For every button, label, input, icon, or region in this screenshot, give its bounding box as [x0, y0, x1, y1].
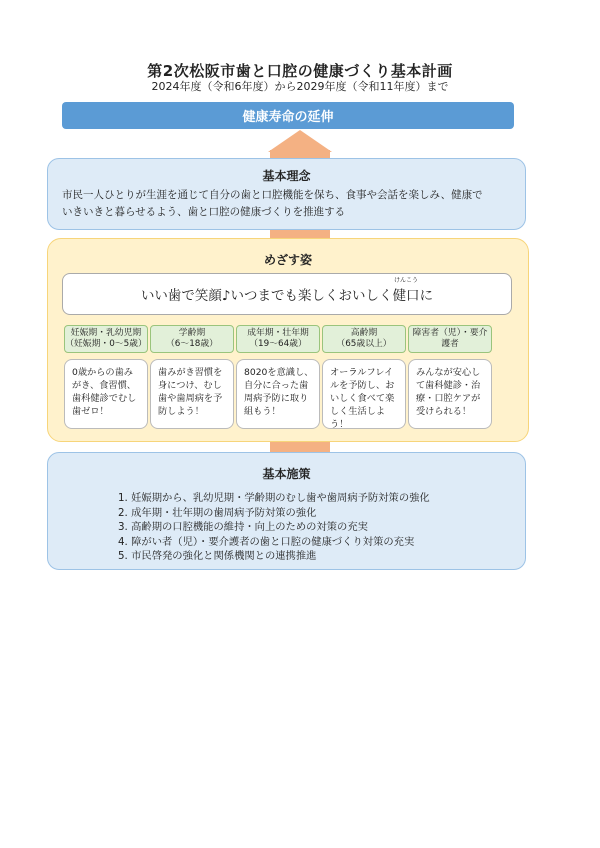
stage-name: 障害者（児）・要介護者: [412, 328, 488, 349]
goal-banner: 健康寿命の延伸: [62, 102, 514, 129]
basic-measures-title: 基本施策: [262, 467, 311, 481]
basic-philosophy-line-1: 市民一人ひとりが生涯を通じて自分の歯と口腔機能を保ち、食事や会話を楽しみ、健康で: [62, 189, 483, 201]
stage-range: （妊娠期・0～5歳）: [65, 339, 147, 349]
stage-label-disabled-care: [408, 325, 492, 353]
up-arrow-icon: [268, 130, 332, 152]
list-item: 1. 妊娠期から、乳幼児期・学齢期のむし歯や歯周病予防対策の強化: [118, 492, 430, 504]
measures-list: [118, 491, 430, 564]
stage-name: 学齢期: [178, 328, 206, 338]
stage-range: （19～64歳）: [249, 339, 307, 349]
stage-label-elderly: [322, 325, 406, 353]
basic-philosophy-text: [62, 187, 511, 221]
slogan-suffix: に: [419, 288, 434, 304]
stage-goal-card: みんなが安心して歯科健診・治療・口腔ケアが受けられる！: [408, 359, 492, 429]
basic-philosophy-title: 基本理念: [262, 169, 311, 183]
list-item: 3. 高齢期の口腔機能の維持・向上のための対策の充実: [118, 521, 368, 533]
vision-slogan: [62, 273, 512, 315]
stage-name: 高齢期: [350, 328, 378, 338]
stage-range: （6～18歳）: [166, 339, 218, 349]
stage-label-adult: [236, 325, 320, 353]
list-item: 2. 成年期・壮年期の歯周病予防対策の強化: [118, 506, 317, 519]
slogan-ruby: けんこう: [394, 277, 419, 284]
stage-goal-card: オーラルフレイルを予防し、おいしく食べて楽しく生活しよう！: [322, 359, 406, 429]
stage-name: 成年期・壮年期: [247, 328, 309, 338]
vision-title: めざす姿: [263, 253, 312, 267]
plan-period: 2024年度（令和6年度）から2029年度（令和11年度）まで: [151, 80, 449, 93]
stage-goal-card: 8020を意識し、自分に合った歯周病予防に取り組もう！: [236, 359, 320, 429]
slogan-text: いい歯で笑顔♪いつまでも楽しくおいしく: [140, 288, 393, 304]
stage-label-pregnancy-infant: [64, 325, 148, 353]
stage-range: （65歳以上）: [336, 339, 392, 349]
page-title: 第2次松阪市歯と口腔の健康づくり基本計画: [147, 62, 453, 80]
stage-label-school-age: [150, 325, 234, 353]
list-item: 5. 市民啓発の強化と関係機関との連携推進: [118, 550, 317, 562]
basic-measures-box: [47, 452, 526, 570]
basic-philosophy-line-2: いきいきと暮らせるよう、歯と口腔の健康づくりを推進する: [62, 206, 346, 218]
stage-goal-card: 歯みがき習慣を身につけ、むし歯や歯周病を予防しよう！: [150, 359, 234, 429]
stage-goal-card: 0歳からの歯みがき、食習慣、歯科健診でむし歯ゼロ！: [64, 359, 148, 429]
list-item: 4. 障がい者（児）・要介護者の歯と口腔の健康づくり対策の充実: [118, 535, 415, 548]
basic-philosophy-box: [47, 158, 526, 230]
slogan-word: 健口: [392, 288, 420, 304]
slogan-kenkou: [392, 277, 420, 304]
stage-name: 妊娠期・乳幼児期: [70, 328, 142, 338]
